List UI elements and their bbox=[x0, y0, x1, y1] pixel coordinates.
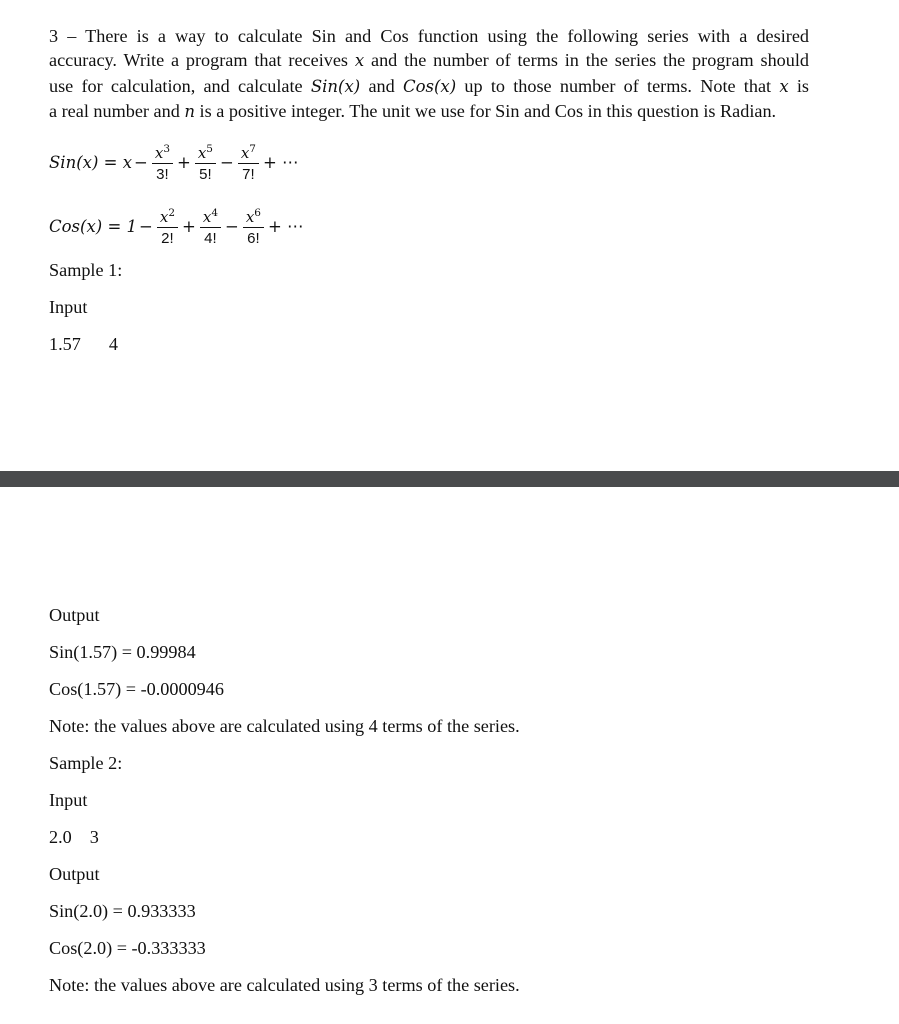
sample2-input-label: Input bbox=[49, 790, 88, 810]
sin-lhs: Sin(x) = x bbox=[49, 152, 133, 172]
numerator bbox=[200, 204, 221, 228]
sample2-output-label: Output bbox=[49, 864, 100, 884]
sample2-note: Note: the values above are calculated using 3 terms of the series. bbox=[49, 975, 520, 995]
sin-term-3 bbox=[238, 140, 259, 184]
minus-sign: − bbox=[219, 152, 234, 172]
numerator-var: x bbox=[202, 208, 212, 226]
numerator-var: x bbox=[154, 144, 164, 162]
bottom-page-section bbox=[0, 487, 899, 1024]
math-x: x bbox=[779, 76, 789, 96]
math-sin-x: Sin(x) bbox=[310, 76, 361, 96]
exponent: 3 bbox=[163, 143, 170, 155]
cos-term-1 bbox=[157, 204, 178, 248]
problem-text: accuracy. Write a program that receives bbox=[49, 50, 348, 71]
exponent: 7 bbox=[249, 143, 256, 155]
problem-text: and bbox=[368, 75, 395, 96]
problem-text: up to those number of terms. Note that bbox=[464, 75, 772, 96]
exponent: 4 bbox=[211, 207, 218, 219]
top-page-section bbox=[0, 0, 899, 471]
numerator bbox=[238, 140, 259, 164]
sample1-note: Note: the values above are calculated using 4 terms of the series. bbox=[49, 716, 520, 736]
numerator bbox=[152, 140, 173, 164]
sin-series-equation bbox=[49, 132, 301, 192]
problem-text: and the number of terms in the series the program should bbox=[371, 50, 810, 71]
sample1-input-label: Input bbox=[49, 297, 88, 317]
denominator: 4! bbox=[204, 230, 217, 247]
problem-line-3 bbox=[49, 74, 809, 99]
math-cos-x: Cos(x) bbox=[402, 76, 457, 96]
numerator-var: x bbox=[197, 144, 207, 162]
minus-sign: − bbox=[225, 216, 239, 236]
problem-text: a real number and bbox=[49, 100, 180, 121]
sample2-input-x: 2.0 bbox=[49, 827, 72, 847]
problem-line-1: 3 – There is a way to calculate Sin and Cos function using the following series with a desired bbox=[49, 26, 809, 46]
math-n: n bbox=[184, 101, 195, 121]
math-x: x bbox=[354, 51, 365, 71]
exponent: 5 bbox=[206, 143, 213, 155]
denominator: 6! bbox=[247, 230, 260, 247]
denominator: 3! bbox=[156, 166, 169, 183]
problem-line-4 bbox=[49, 99, 809, 124]
problem-statement bbox=[49, 24, 809, 124]
plus-sign: + bbox=[177, 152, 191, 172]
sample2-title: Sample 2: bbox=[49, 753, 123, 773]
sample1-input-values bbox=[49, 333, 118, 355]
numerator bbox=[195, 140, 216, 164]
numerator bbox=[157, 204, 178, 228]
series-tail: + ⋯ bbox=[262, 152, 299, 172]
page-divider-bar bbox=[0, 471, 899, 487]
sample1-cos-result: Cos(1.57) = -0.0000946 bbox=[49, 679, 224, 699]
sample1-input-n: 4 bbox=[108, 334, 118, 354]
problem-line-2 bbox=[49, 48, 809, 73]
exponent: 6 bbox=[254, 207, 261, 219]
numerator-var: x bbox=[245, 208, 255, 226]
minus-sign: − bbox=[134, 152, 148, 172]
numerator-var: x bbox=[240, 144, 250, 162]
problem-text: is bbox=[796, 75, 809, 96]
denominator: 2! bbox=[161, 230, 174, 247]
exponent: 2 bbox=[168, 207, 176, 219]
cos-term-3 bbox=[243, 204, 264, 248]
numerator bbox=[243, 204, 264, 228]
sample2-cos-result: Cos(2.0) = -0.333333 bbox=[49, 938, 206, 958]
numerator-var: x bbox=[159, 208, 169, 226]
cos-series-equation bbox=[49, 196, 306, 256]
series-tail: + ⋯ bbox=[267, 216, 304, 236]
sin-term-2 bbox=[195, 140, 216, 184]
sample1-input-x: 1.57 bbox=[49, 334, 81, 354]
minus-sign: − bbox=[139, 216, 153, 236]
sample1-title: Sample 1: bbox=[49, 260, 123, 280]
sin-term-1 bbox=[152, 140, 173, 184]
sample2-sin-result: Sin(2.0) = 0.933333 bbox=[49, 901, 196, 921]
cos-term-2 bbox=[200, 204, 221, 248]
cos-lhs: Cos(x) = 1 bbox=[49, 216, 138, 236]
sample1-output-label: Output bbox=[49, 605, 100, 625]
denominator: 7! bbox=[242, 166, 255, 183]
sample1-sin-result: Sin(1.57) = 0.99984 bbox=[49, 642, 196, 662]
problem-text: is a positive integer. The unit we use for Sin and Cos in this question is Radian. bbox=[199, 100, 777, 121]
problem-text: use for calculation, and calculate bbox=[49, 75, 303, 96]
sample2-input-n: 3 bbox=[89, 827, 99, 847]
plus-sign: + bbox=[182, 216, 196, 236]
sample2-input-values bbox=[49, 826, 99, 848]
denominator: 5! bbox=[199, 166, 212, 183]
